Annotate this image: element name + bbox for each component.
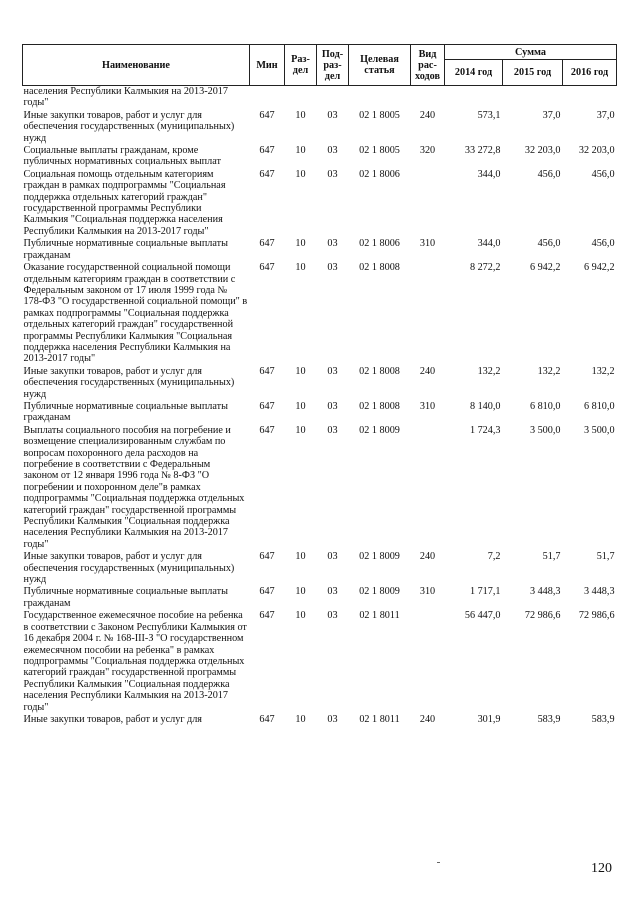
cell-y2014: 8 272,2	[469, 262, 501, 274]
cell-y2016: 583,9	[591, 713, 615, 725]
cell-min: 647	[259, 238, 275, 250]
cell-vid	[411, 169, 445, 238]
cell-y2014: 1 717,1	[469, 586, 501, 598]
cell-min: 647	[259, 262, 275, 274]
header-podrazdel: Под- раз- дел	[317, 45, 349, 86]
cell-vid: 310	[419, 586, 436, 598]
cell-y2015: 456,0	[537, 238, 561, 250]
cell-y2014: 1 724,3	[469, 424, 501, 436]
cell-name: Государственное ежемесячное пособие на ребенка в соответствии с Законом Республики Калмыкия от 16 декабря 2004 г. № 168-III-З "О государственном ежемесячном пособии на ребенка" в рамках подпрограммы "Социальная поддержка отдельных категорий граждан" государственной программы Республики Калмыкия "Социальная поддержка населения Республики Калмыкия на 2013-2017 годы"	[23, 610, 247, 713]
cell-y2014: 301,9	[477, 713, 501, 725]
cell-podrazdel	[317, 86, 349, 110]
cell-y2014	[445, 86, 503, 110]
cell-podrazdel: 03	[327, 145, 338, 157]
cell-y2015: 6 810,0	[529, 400, 561, 412]
header-2016: 2016 год	[563, 60, 617, 86]
cell-y2014: 8 140,0	[469, 400, 501, 412]
cell-vid: 310	[419, 238, 436, 250]
cell-y2016: 6 810,0	[583, 400, 615, 412]
cell-y2016: 51,7	[596, 551, 615, 563]
cell-vid: 240	[419, 713, 436, 725]
cell-min: 647	[259, 145, 275, 157]
header-razdel: Раз- дел	[285, 45, 317, 86]
cell-y2015: 456,0	[537, 168, 561, 180]
cell-y2016: 72 986,6	[578, 610, 615, 622]
header-2014: 2014 год	[445, 60, 503, 86]
cell-y2014: 7,2	[487, 551, 501, 563]
table-row	[23, 401, 617, 425]
table-row	[23, 145, 617, 169]
cell-target	[349, 86, 411, 110]
cell-target: 02 1 8009	[359, 551, 400, 563]
cell-name: Иные закупки товаров, работ и услуг для обеспечения государственных (муниципальных) нужд	[23, 551, 235, 586]
cell-y2016: 6 942,2	[583, 262, 615, 274]
table-row	[23, 610, 617, 714]
cell-y2015: 51,7	[542, 551, 561, 563]
cell-podrazdel: 03	[327, 168, 338, 180]
cell-vid: 240	[419, 365, 436, 377]
cell-name: Публичные нормативные социальные выплаты гражданам	[23, 586, 228, 609]
cell-target: 02 1 8008	[359, 262, 400, 274]
cell-y2016: 37,0	[596, 109, 615, 121]
cell-vid: 320	[419, 145, 436, 157]
scan-speck	[437, 862, 440, 863]
table-row	[23, 169, 617, 238]
cell-target: 02 1 8005	[359, 145, 400, 157]
cell-vid	[411, 262, 445, 366]
cell-target: 02 1 8011	[359, 713, 400, 725]
cell-vid	[411, 425, 445, 551]
cell-y2015: 72 986,6	[524, 610, 561, 622]
cell-y2016	[563, 86, 617, 110]
cell-y2014: 344,0	[477, 238, 501, 250]
cell-name: населения Республики Калмыкия на 2013-2017 годы"	[23, 86, 228, 109]
cell-podrazdel: 03	[327, 586, 338, 598]
cell-podrazdel: 03	[327, 424, 338, 436]
header-summa: Сумма	[445, 45, 617, 60]
cell-min: 647	[259, 400, 275, 412]
cell-y2015: 132,2	[537, 365, 561, 377]
cell-y2015: 3 500,0	[529, 424, 561, 436]
table-row	[23, 425, 617, 551]
cell-vid: 240	[419, 109, 436, 121]
table-row	[23, 714, 617, 726]
cell-razdel: 10	[295, 713, 306, 725]
table-row	[23, 586, 617, 610]
cell-razdel: 10	[295, 238, 306, 250]
cell-y2016: 3 448,3	[583, 586, 615, 598]
cell-target: 02 1 8006	[359, 238, 400, 250]
cell-y2016: 32 203,0	[578, 145, 615, 157]
cell-name: Оказание государственной социальной помощи отдельным категориям граждан в соответствии с Федеральным законом от 17 июля 1999 года № 178-ФЗ "О государственной социальной помощи" в рамках подпрограммы "Социальная поддержка отдельных категорий граждан" государственной программы Республики Калмыкия "Социальная поддержка населения Республики Калмыкия на 2013-2017 годы"	[23, 262, 248, 365]
header-name: Наименование	[23, 45, 250, 86]
cell-target: 02 1 8008	[359, 400, 400, 412]
cell-razdel: 10	[295, 145, 306, 157]
cell-y2016: 3 500,0	[583, 424, 615, 436]
cell-razdel: 10	[295, 168, 306, 180]
cell-podrazdel: 03	[327, 713, 338, 725]
cell-razdel: 10	[295, 365, 306, 377]
header-min: Мин	[250, 45, 285, 86]
cell-target: 02 1 8005	[359, 109, 400, 121]
table-row	[23, 551, 617, 586]
header-target: Целевая статья	[349, 45, 411, 86]
cell-vid: 240	[419, 551, 436, 563]
table-row	[23, 238, 617, 262]
cell-y2016: 132,2	[591, 365, 615, 377]
table-header	[23, 45, 617, 86]
cell-name: Социальная помощь отдельным категориям граждан в рамках подпрограммы "Социальная поддержка отдельных категорий граждан" государственной программы Республики Калмыкия "Социальная поддержка населения Республики Калмыкия на 2013-2017 годы"	[23, 168, 226, 237]
table-row	[23, 366, 617, 401]
table-body	[23, 86, 617, 727]
cell-razdel	[285, 86, 317, 110]
cell-y2015: 37,0	[542, 109, 561, 121]
cell-razdel: 10	[295, 551, 306, 563]
cell-target: 02 1 8008	[359, 365, 400, 377]
cell-target: 02 1 8011	[359, 610, 400, 622]
cell-podrazdel: 03	[327, 400, 338, 412]
cell-target: 02 1 8006	[359, 168, 400, 180]
cell-name: Иные закупки товаров, работ и услуг для	[23, 713, 202, 725]
cell-min	[250, 86, 285, 110]
cell-name: Выплаты социального пособия на погребение и возмещение специализированным службам по вопросам похоронного дела расходов на погребение в соответствии с Федеральным законом от 12 января 1996 года № 8-ФЗ "О погребении и похоронном деле"в рамках подпрограммы "Социальная поддержка отдельных категорий граждан" государственной программы Республики Калмыкия "Социальная поддержка населения Республики Калмыкия на 2013-2017 годы"	[23, 424, 245, 550]
cell-name: Публичные нормативные социальные выплаты гражданам	[23, 400, 228, 424]
cell-y2014: 56 447,0	[464, 610, 501, 622]
cell-podrazdel: 03	[327, 610, 338, 622]
budget-table	[22, 44, 617, 726]
cell-min: 647	[259, 365, 275, 377]
cell-target: 02 1 8009	[359, 586, 400, 598]
cell-y2015: 6 942,2	[529, 262, 561, 274]
cell-y2015: 32 203,0	[524, 145, 561, 157]
cell-podrazdel: 03	[327, 238, 338, 250]
cell-y2015: 583,9	[537, 713, 561, 725]
cell-razdel: 10	[295, 109, 306, 121]
cell-podrazdel: 03	[327, 551, 338, 563]
cell-razdel: 10	[295, 262, 306, 274]
cell-y2014: 33 272,8	[464, 145, 501, 157]
cell-podrazdel: 03	[327, 109, 338, 121]
cell-vid: 310	[419, 400, 436, 412]
cell-min: 647	[259, 168, 275, 180]
cell-min: 647	[259, 551, 275, 563]
header-vid: Вид рас- ходов	[411, 45, 445, 86]
cell-min: 647	[259, 713, 275, 725]
cell-razdel: 10	[295, 400, 306, 412]
cell-podrazdel: 03	[327, 365, 338, 377]
cell-y2014: 573,1	[477, 109, 501, 121]
cell-min: 647	[259, 610, 275, 622]
table-row	[23, 86, 617, 110]
cell-name: Иные закупки товаров, работ и услуг для обеспечения государственных (муниципальных) нужд	[23, 109, 235, 144]
cell-y2016: 456,0	[591, 168, 615, 180]
cell-name: Иные закупки товаров, работ и услуг для обеспечения государственных (муниципальных) нужд	[23, 365, 235, 400]
cell-target: 02 1 8009	[359, 424, 400, 436]
cell-podrazdel: 03	[327, 262, 338, 274]
cell-razdel: 10	[295, 424, 306, 436]
cell-y2015: 3 448,3	[529, 586, 561, 598]
cell-min: 647	[259, 109, 275, 121]
cell-min: 647	[259, 424, 275, 436]
cell-vid	[411, 86, 445, 110]
cell-y2015	[503, 86, 563, 110]
cell-razdel: 10	[295, 610, 306, 622]
cell-y2014: 344,0	[477, 168, 501, 180]
cell-name: Публичные нормативные социальные выплаты гражданам	[23, 238, 228, 261]
cell-razdel: 10	[295, 586, 306, 598]
table-row	[23, 110, 617, 145]
cell-y2014: 132,2	[477, 365, 501, 377]
page-number: 120	[591, 861, 612, 876]
cell-min: 647	[259, 586, 275, 598]
table-row	[23, 262, 617, 366]
header-2015: 2015 год	[503, 60, 563, 86]
cell-name: Социальные выплаты гражданам, кроме публичных нормативных социальных выплат	[23, 145, 221, 168]
cell-y2016: 456,0	[591, 238, 615, 250]
cell-vid	[411, 610, 445, 714]
